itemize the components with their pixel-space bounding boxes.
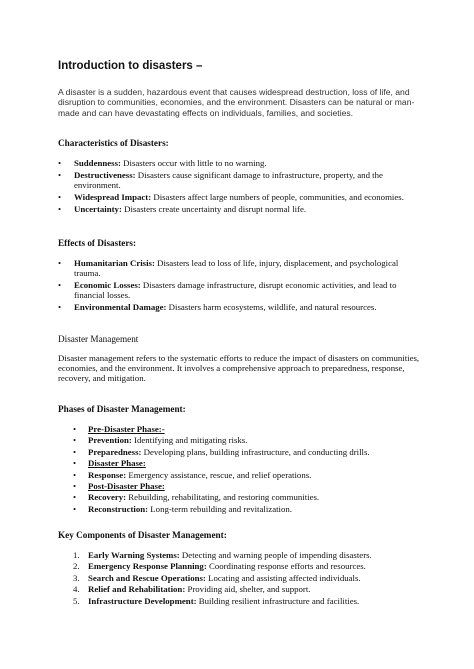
- bullet-icon: •: [73, 446, 77, 457]
- list-item: 2. Emergency Response Planning: Coordinating response efforts and resources.: [73, 561, 366, 572]
- list-item: • Humanitarian Crisis: Disasters lead to loss of life, injury, displacement, and psychological trauma.: [58, 258, 399, 279]
- components-heading: Key Components of Disaster Management:: [58, 530, 227, 540]
- list-item: • Prevention: Identifying and mitigating risks.: [73, 435, 248, 446]
- list-item: • Economic Losses: Disasters damage infrastructure, disrupt economic activities, and lead to financial losses.: [58, 280, 397, 301]
- bullet-icon: •: [58, 302, 62, 313]
- bullet-icon: •: [58, 204, 62, 215]
- list-item: 5. Infrastructure Development: Building resilient infrastructure and facilities.: [73, 595, 360, 606]
- phases-list: [73, 424, 419, 515]
- document-title: Introduction to disasters –: [58, 60, 203, 72]
- list-item: • Environmental Damage: Disasters harm ecosystems, wildlife, and natural resources.: [58, 302, 377, 313]
- bullet-icon: •: [73, 503, 77, 514]
- list-item: • Response: Emergency assistance, rescue, and relief operations.: [73, 469, 312, 480]
- list-item: • Recovery: Rebuilding, rehabilitating, and restoring communities.: [73, 492, 320, 503]
- characteristics-list: [58, 158, 420, 216]
- bullet-icon: •: [73, 424, 77, 434]
- list-item: • Disaster Phase:: [73, 458, 146, 469]
- list-item: • Pre-Disaster Phase:-: [73, 424, 165, 434]
- bullet-icon: •: [58, 158, 62, 168]
- list-item: 3. Search and Rescue Operations: Locating and assisting affected individuals.: [73, 572, 361, 583]
- bullet-icon: •: [73, 492, 77, 503]
- phases-heading: Phases of Disaster Management:: [58, 404, 186, 414]
- bullet-icon: •: [73, 480, 77, 491]
- bullet-icon: •: [58, 258, 62, 268]
- list-item: • Destructiveness: Disasters cause significant damage to infrastructure, property, and the environment.: [58, 170, 383, 191]
- characteristics-heading: Characteristics of Disasters:: [58, 138, 169, 148]
- list-item: 4. Relief and Rehabilitation: Providing aid, shelter, and support.: [73, 584, 311, 595]
- intro-paragraph: A disaster is a sudden, hazardous event that causes widespread destruction, loss of life, and disruption to communities, economies, and the environment. Disasters can be natural or man- made and can have devastating effects on individuals, families, and societies.: [58, 87, 415, 118]
- list-item: • Widespread Impact: Disasters affect large numbers of people, communities, and economies.: [58, 192, 404, 203]
- bullet-icon: •: [73, 458, 77, 469]
- effects-heading: Effects of Disasters:: [58, 238, 137, 248]
- management-heading: Disaster Management: [58, 334, 139, 344]
- list-item: • Post-Disaster Phase:: [73, 480, 165, 491]
- list-item: • Preparedness: Developing plans, building infrastructure, and conducting drills.: [73, 446, 370, 457]
- list-item: 1. Early Warning Systems: Detecting and warning people of impending disasters.: [73, 550, 372, 560]
- bullet-icon: •: [58, 280, 62, 291]
- components-list: [73, 550, 419, 607]
- bullet-icon: •: [73, 435, 77, 446]
- list-item: • Suddenness: Disasters occur with little to no warning.: [58, 158, 267, 168]
- list-item: • Reconstruction: Long-term rebuilding and revitalization.: [73, 503, 292, 514]
- list-item: • Uncertainty: Disasters create uncertainty and disrupt normal life.: [58, 204, 307, 215]
- management-paragraph: Disaster management refers to the systematic efforts to reduce the impact of disasters on communities, economies, and the environment. It involves a comprehensive approach to preparedness, response, recovery, and mitigation.: [58, 353, 420, 384]
- bullet-icon: •: [58, 170, 62, 180]
- bullet-icon: •: [73, 469, 77, 480]
- effects-list: [58, 258, 420, 314]
- bullet-icon: •: [58, 192, 62, 203]
